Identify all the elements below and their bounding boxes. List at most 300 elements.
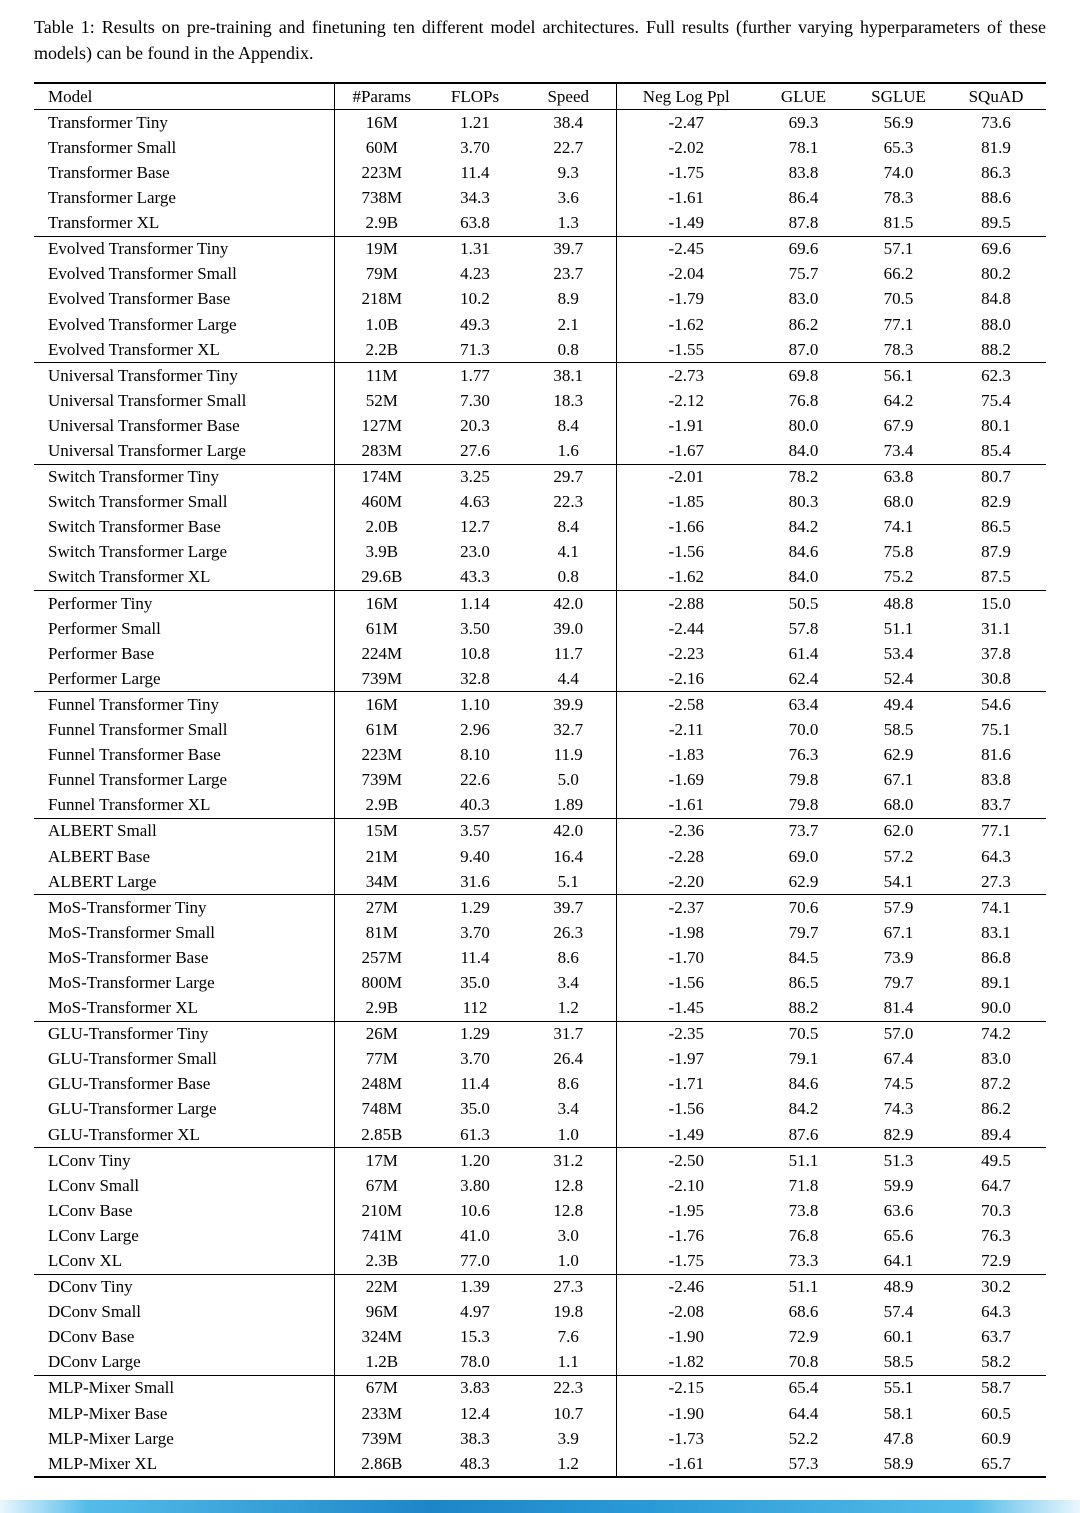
value-cell: 78.0 bbox=[460, 1352, 490, 1372]
table-header bbox=[34, 83, 1046, 110]
value-cell: 67.4 bbox=[883, 1049, 914, 1069]
table-row bbox=[34, 540, 1046, 565]
value-cell: 51.1 bbox=[788, 1150, 819, 1170]
value-cell: 57.9 bbox=[883, 897, 914, 917]
value-cell: 22.7 bbox=[521, 135, 616, 160]
model-name-cell: Funnel Transformer Base bbox=[34, 743, 334, 768]
value-cell: 27M bbox=[365, 897, 398, 917]
model-name-cell: Transformer Base bbox=[34, 160, 334, 185]
value-cell: -1.85 bbox=[668, 492, 704, 512]
value-cell: 79.7 bbox=[883, 972, 914, 992]
model-name-cell: LConv Large bbox=[34, 1223, 334, 1248]
value-cell: 16M bbox=[365, 694, 398, 714]
table-row bbox=[34, 1198, 1046, 1223]
value-cell: 1.2 bbox=[521, 996, 616, 1022]
value-cell: 9.40 bbox=[460, 846, 490, 866]
value-cell: -1.97 bbox=[668, 1049, 704, 1069]
value-cell: 800M bbox=[361, 972, 403, 992]
value-cell: 68.0 bbox=[883, 795, 914, 815]
table-row bbox=[34, 793, 1046, 819]
table-group bbox=[34, 1375, 1046, 1477]
table-row bbox=[34, 1401, 1046, 1426]
model-name-cell: DConv Small bbox=[34, 1300, 334, 1325]
value-cell: 2.9B bbox=[365, 998, 399, 1018]
value-cell: 86.2 bbox=[788, 314, 819, 334]
value-cell: 56.9 bbox=[883, 112, 914, 132]
model-name-cell: Funnel Transformer Large bbox=[34, 768, 334, 793]
value-cell: -2.88 bbox=[668, 593, 704, 613]
value-cell: 78.3 bbox=[883, 188, 914, 208]
value-cell: 22.3 bbox=[521, 490, 616, 515]
model-name-cell: Evolved Transformer Tiny bbox=[34, 236, 334, 262]
value-cell: 1.0 bbox=[521, 1122, 616, 1148]
value-cell: 65.6 bbox=[883, 1225, 914, 1245]
value-cell: 1.2B bbox=[365, 1352, 399, 1372]
model-name-cell: ALBERT Base bbox=[34, 844, 334, 869]
value-cell: 86.2 bbox=[981, 1099, 1011, 1119]
value-cell: 283M bbox=[361, 441, 403, 460]
table-row bbox=[34, 388, 1046, 413]
table-row bbox=[34, 869, 1046, 895]
value-cell: 75.7 bbox=[788, 264, 819, 284]
value-cell: 12.7 bbox=[460, 517, 490, 537]
value-cell: 61.4 bbox=[788, 643, 819, 663]
value-cell: 739M bbox=[361, 770, 403, 790]
value-cell: 4.23 bbox=[460, 264, 490, 284]
value-cell: -2.15 bbox=[668, 1378, 704, 1398]
value-cell: 15.3 bbox=[460, 1327, 490, 1347]
value-cell: 78.1 bbox=[788, 137, 819, 157]
value-cell: 3.70 bbox=[460, 1049, 490, 1069]
value-cell: 2.86B bbox=[361, 1453, 403, 1473]
model-name-cell: DConv Large bbox=[34, 1350, 334, 1376]
value-cell: 1.29 bbox=[460, 1024, 490, 1044]
value-cell: 32.7 bbox=[521, 718, 616, 743]
value-cell: 61.3 bbox=[460, 1124, 490, 1144]
value-cell: 63.8 bbox=[883, 467, 914, 487]
value-cell: 84.6 bbox=[788, 1074, 819, 1094]
value-cell: 460M bbox=[361, 492, 403, 512]
value-cell: 39.7 bbox=[521, 236, 616, 262]
value-cell: 70.5 bbox=[788, 1024, 819, 1044]
header-cell-neg-log-ppl: Neg Log Ppl bbox=[642, 86, 730, 106]
value-cell: 70.0 bbox=[788, 720, 819, 740]
value-cell: 79.8 bbox=[788, 795, 819, 815]
value-cell: 1.89 bbox=[521, 793, 616, 819]
value-cell: -2.73 bbox=[668, 365, 704, 385]
value-cell: 34.3 bbox=[460, 188, 490, 208]
value-cell: 3.70 bbox=[460, 137, 490, 157]
value-cell: 3.9 bbox=[521, 1426, 616, 1451]
table-row bbox=[34, 1173, 1046, 1198]
model-name-cell: GLU-Transformer Small bbox=[34, 1047, 334, 1072]
value-cell: 738M bbox=[361, 188, 403, 208]
value-cell: 60M bbox=[365, 137, 398, 157]
value-cell: -1.49 bbox=[668, 213, 704, 233]
table-row bbox=[34, 490, 1046, 515]
value-cell: 15M bbox=[365, 821, 398, 841]
value-cell: 49.5 bbox=[981, 1150, 1011, 1170]
header-row bbox=[34, 83, 1046, 110]
value-cell: 1.20 bbox=[460, 1150, 490, 1170]
model-name-cell: ALBERT Small bbox=[34, 818, 334, 844]
value-cell: -1.76 bbox=[668, 1225, 704, 1245]
value-cell: 16M bbox=[365, 593, 398, 613]
value-cell: 72.9 bbox=[788, 1327, 819, 1347]
value-cell: 83.8 bbox=[981, 770, 1011, 790]
value-cell: 87.8 bbox=[788, 213, 819, 233]
value-cell: 30.8 bbox=[981, 668, 1011, 688]
value-cell: 1.21 bbox=[460, 112, 490, 132]
value-cell: 4.97 bbox=[460, 1302, 490, 1322]
value-cell: 2.0B bbox=[365, 517, 399, 537]
header-cell-glue: GLUE bbox=[780, 86, 827, 106]
value-cell: -1.66 bbox=[668, 517, 704, 537]
model-name-cell: GLU-Transformer Base bbox=[34, 1072, 334, 1097]
model-name-cell: Performer Tiny bbox=[34, 591, 334, 617]
value-cell: 748M bbox=[361, 1099, 403, 1119]
table-group bbox=[34, 1148, 1046, 1274]
value-cell: 64.1 bbox=[883, 1251, 914, 1270]
value-cell: -1.79 bbox=[668, 289, 704, 309]
value-cell: 31.2 bbox=[521, 1148, 616, 1174]
model-name-cell: Transformer Small bbox=[34, 135, 334, 160]
value-cell: 58.2 bbox=[981, 1352, 1011, 1372]
value-cell: 5.1 bbox=[521, 869, 616, 895]
value-cell: -2.46 bbox=[668, 1277, 704, 1297]
header-cell-params: #Params bbox=[352, 86, 412, 106]
value-cell: 74.3 bbox=[883, 1099, 914, 1119]
value-cell: 38.3 bbox=[460, 1428, 490, 1448]
table-row bbox=[34, 1148, 1046, 1174]
value-cell: 1.0 bbox=[521, 1249, 616, 1275]
value-cell: -1.56 bbox=[668, 1099, 704, 1119]
value-cell: 55.1 bbox=[883, 1378, 914, 1398]
value-cell: 3.0 bbox=[521, 1223, 616, 1248]
value-cell: 27.3 bbox=[521, 1274, 616, 1300]
value-cell: -2.11 bbox=[668, 720, 704, 740]
header-cell-speed: Speed bbox=[521, 83, 616, 110]
value-cell: -1.56 bbox=[668, 542, 704, 562]
value-cell: 3.70 bbox=[460, 922, 490, 942]
value-cell: 15.0 bbox=[981, 593, 1011, 613]
value-cell: 87.9 bbox=[981, 542, 1011, 562]
table-row bbox=[34, 895, 1046, 921]
value-cell: 88.6 bbox=[981, 188, 1011, 208]
value-cell: 2.9B bbox=[365, 795, 399, 815]
table-row bbox=[34, 718, 1046, 743]
table-row bbox=[34, 1325, 1046, 1350]
value-cell: 69.8 bbox=[788, 365, 819, 385]
model-name-cell: GLU-Transformer XL bbox=[34, 1122, 334, 1148]
table-row bbox=[34, 1274, 1046, 1300]
value-cell: -1.67 bbox=[668, 441, 704, 460]
value-cell: 10.6 bbox=[460, 1200, 490, 1220]
value-cell: 10.2 bbox=[460, 289, 490, 309]
value-cell: 86.5 bbox=[788, 972, 819, 992]
value-cell: 73.3 bbox=[788, 1251, 819, 1270]
value-cell: 57.8 bbox=[788, 618, 819, 638]
value-cell: -2.16 bbox=[668, 668, 704, 688]
value-cell: -2.37 bbox=[668, 897, 704, 917]
value-cell: 60.9 bbox=[981, 1428, 1011, 1448]
table-row bbox=[34, 818, 1046, 844]
value-cell: 37.8 bbox=[981, 643, 1011, 663]
value-cell: 19.8 bbox=[521, 1300, 616, 1325]
table-row bbox=[34, 262, 1046, 287]
value-cell: -2.01 bbox=[668, 467, 704, 487]
value-cell: 58.5 bbox=[883, 1352, 914, 1372]
value-cell: 75.8 bbox=[883, 542, 914, 562]
value-cell: 11.4 bbox=[460, 162, 490, 182]
value-cell: 8.6 bbox=[521, 1072, 616, 1097]
value-cell: 84.2 bbox=[788, 1099, 819, 1119]
value-cell: 7.6 bbox=[521, 1325, 616, 1350]
value-cell: 12.8 bbox=[521, 1173, 616, 1198]
model-name-cell: Universal Transformer Small bbox=[34, 388, 334, 413]
model-name-cell: MLP-Mixer Large bbox=[34, 1426, 334, 1451]
value-cell: 85.4 bbox=[981, 441, 1011, 460]
value-cell: 29.7 bbox=[521, 464, 616, 490]
table-row bbox=[34, 565, 1046, 591]
value-cell: 70.5 bbox=[883, 289, 914, 309]
value-cell: 31.7 bbox=[521, 1021, 616, 1047]
value-cell: 3.83 bbox=[460, 1378, 490, 1398]
value-cell: 8.9 bbox=[521, 287, 616, 312]
value-cell: 1.2 bbox=[521, 1451, 616, 1477]
value-cell: -1.75 bbox=[668, 1251, 704, 1270]
table-row bbox=[34, 945, 1046, 970]
value-cell: 23.0 bbox=[460, 542, 490, 562]
value-cell: 61M bbox=[365, 720, 398, 740]
value-cell: 62.9 bbox=[883, 745, 914, 765]
model-name-cell: MLP-Mixer Base bbox=[34, 1401, 334, 1426]
value-cell: 86.3 bbox=[981, 162, 1011, 182]
table-row bbox=[34, 110, 1046, 136]
value-cell: 39.7 bbox=[521, 895, 616, 921]
table-row bbox=[34, 1021, 1046, 1047]
value-cell: -1.83 bbox=[668, 745, 704, 765]
table-row bbox=[34, 337, 1046, 363]
value-cell: -2.02 bbox=[668, 137, 704, 157]
value-cell: 81.5 bbox=[883, 213, 914, 233]
value-cell: 43.3 bbox=[460, 567, 490, 587]
model-name-cell: Switch Transformer Base bbox=[34, 515, 334, 540]
value-cell: -1.82 bbox=[668, 1352, 704, 1372]
value-cell: 75.1 bbox=[981, 720, 1011, 740]
value-cell: -1.49 bbox=[668, 1124, 704, 1144]
value-cell: 75.2 bbox=[883, 567, 914, 587]
value-cell: 1.29 bbox=[460, 897, 490, 917]
value-cell: 49.4 bbox=[883, 694, 914, 714]
model-name-cell: MoS-Transformer XL bbox=[34, 996, 334, 1022]
value-cell: 20.3 bbox=[460, 415, 490, 435]
value-cell: 248M bbox=[361, 1074, 403, 1094]
value-cell: 27.6 bbox=[460, 441, 490, 460]
value-cell: -1.69 bbox=[668, 770, 704, 790]
value-cell: 84.8 bbox=[981, 289, 1011, 309]
value-cell: 76.3 bbox=[981, 1225, 1011, 1245]
value-cell: 87.2 bbox=[981, 1074, 1011, 1094]
table-row bbox=[34, 1350, 1046, 1376]
value-cell: 80.7 bbox=[981, 467, 1011, 487]
value-cell: 87.0 bbox=[788, 339, 819, 359]
value-cell: -2.36 bbox=[668, 821, 704, 841]
model-name-cell: Transformer Tiny bbox=[34, 110, 334, 136]
value-cell: 22M bbox=[365, 1277, 398, 1297]
value-cell: 3.4 bbox=[521, 1097, 616, 1122]
value-cell: -1.90 bbox=[668, 1403, 704, 1423]
value-cell: 66.2 bbox=[883, 264, 914, 284]
value-cell: 1.31 bbox=[460, 239, 490, 259]
value-cell: 83.1 bbox=[981, 922, 1011, 942]
value-cell: 56.1 bbox=[883, 365, 914, 385]
table-row bbox=[34, 515, 1046, 540]
value-cell: -2.44 bbox=[668, 618, 704, 638]
value-cell: 78.3 bbox=[883, 339, 914, 359]
value-cell: 127M bbox=[361, 415, 403, 435]
value-cell: 83.0 bbox=[981, 1049, 1011, 1069]
value-cell: 51.1 bbox=[788, 1277, 819, 1297]
value-cell: 64.7 bbox=[981, 1175, 1011, 1195]
value-cell: 21M bbox=[365, 846, 398, 866]
value-cell: 86.4 bbox=[788, 188, 819, 208]
value-cell: 17M bbox=[365, 1150, 398, 1170]
model-name-cell: LConv Small bbox=[34, 1173, 334, 1198]
value-cell: -1.70 bbox=[668, 947, 704, 967]
value-cell: 49.3 bbox=[460, 314, 490, 334]
value-cell: 77.1 bbox=[883, 314, 914, 334]
value-cell: -2.50 bbox=[668, 1150, 704, 1170]
value-cell: 174M bbox=[361, 467, 403, 487]
value-cell: 54.6 bbox=[981, 694, 1011, 714]
value-cell: 70.3 bbox=[981, 1200, 1011, 1220]
value-cell: 1.0B bbox=[365, 314, 399, 334]
value-cell: 4.4 bbox=[521, 666, 616, 692]
model-name-cell: Switch Transformer XL bbox=[34, 565, 334, 591]
value-cell: 63.6 bbox=[883, 1200, 914, 1220]
value-cell: 65.7 bbox=[981, 1453, 1011, 1473]
value-cell: 73.6 bbox=[981, 112, 1011, 132]
table-row bbox=[34, 186, 1046, 211]
value-cell: 3.4 bbox=[521, 970, 616, 995]
value-cell: 74.1 bbox=[883, 517, 914, 537]
value-cell: 27.3 bbox=[981, 871, 1011, 891]
table-row bbox=[34, 1122, 1046, 1148]
value-cell: 74.2 bbox=[981, 1024, 1011, 1044]
value-cell: -1.61 bbox=[668, 795, 704, 815]
value-cell: 57.0 bbox=[883, 1024, 914, 1044]
value-cell: 1.14 bbox=[460, 593, 490, 613]
table-group bbox=[34, 1021, 1046, 1147]
bottom-gradient-bar bbox=[0, 1500, 1080, 1513]
value-cell: 4.1 bbox=[521, 540, 616, 565]
value-cell: 26M bbox=[365, 1024, 398, 1044]
value-cell: 60.5 bbox=[981, 1403, 1011, 1423]
model-name-cell: Performer Base bbox=[34, 641, 334, 666]
value-cell: 35.0 bbox=[460, 972, 490, 992]
value-cell: 67.1 bbox=[883, 770, 914, 790]
value-cell: 32.8 bbox=[460, 668, 490, 688]
value-cell: 52.2 bbox=[788, 1428, 819, 1448]
value-cell: 62.0 bbox=[883, 821, 914, 841]
value-cell: 31.6 bbox=[460, 871, 490, 891]
table-row bbox=[34, 666, 1046, 692]
value-cell: 90.0 bbox=[981, 998, 1011, 1018]
model-name-cell: MLP-Mixer XL bbox=[34, 1451, 334, 1477]
value-cell: -1.95 bbox=[668, 1200, 704, 1220]
value-cell: -1.61 bbox=[668, 188, 704, 208]
value-cell: 1.3 bbox=[521, 211, 616, 237]
value-cell: 72.9 bbox=[981, 1251, 1011, 1270]
value-cell: 2.9B bbox=[365, 213, 399, 233]
value-cell: 86.8 bbox=[981, 947, 1011, 967]
header-cell-squad: SQuAD bbox=[968, 86, 1024, 106]
model-name-cell: Transformer XL bbox=[34, 211, 334, 237]
value-cell: 58.9 bbox=[883, 1453, 914, 1473]
value-cell: 69.0 bbox=[788, 846, 819, 866]
model-name-cell: MLP-Mixer Small bbox=[34, 1375, 334, 1401]
value-cell: 84.0 bbox=[788, 441, 819, 460]
table-row bbox=[34, 591, 1046, 617]
value-cell: -1.73 bbox=[668, 1428, 704, 1448]
value-cell: 112 bbox=[462, 998, 488, 1018]
value-cell: 62.3 bbox=[981, 365, 1011, 385]
table-row bbox=[34, 1223, 1046, 1248]
model-name-cell: Performer Large bbox=[34, 666, 334, 692]
value-cell: 739M bbox=[361, 668, 403, 688]
value-cell: 52.4 bbox=[883, 668, 914, 688]
value-cell: 8.4 bbox=[521, 515, 616, 540]
table-row bbox=[34, 996, 1046, 1022]
value-cell: 64.4 bbox=[788, 1403, 819, 1423]
value-cell: 30.2 bbox=[981, 1277, 1011, 1297]
value-cell: 11M bbox=[366, 365, 398, 385]
value-cell: 73.7 bbox=[788, 821, 819, 841]
value-cell: 39.0 bbox=[521, 616, 616, 641]
value-cell: 8.6 bbox=[521, 945, 616, 970]
value-cell: 2.85B bbox=[361, 1124, 403, 1144]
value-cell: 324M bbox=[361, 1327, 403, 1347]
value-cell: 257M bbox=[361, 947, 403, 967]
value-cell: 22.3 bbox=[521, 1375, 616, 1401]
value-cell: 42.0 bbox=[521, 818, 616, 844]
model-name-cell: Evolved Transformer Small bbox=[34, 262, 334, 287]
table-caption: Table 1: Results on pre-training and finetuning ten different model architectures. Full results (further varying hyperparameters of these models) can be found in the Appendix. bbox=[34, 17, 1046, 64]
value-cell: 233M bbox=[361, 1403, 403, 1423]
value-cell: 83.8 bbox=[788, 162, 819, 182]
value-cell: 16.4 bbox=[521, 844, 616, 869]
value-cell: 64.2 bbox=[883, 390, 914, 410]
value-cell: 23.7 bbox=[521, 262, 616, 287]
value-cell: 64.3 bbox=[981, 1302, 1011, 1322]
value-cell: -1.56 bbox=[668, 972, 704, 992]
header-cell-model: Model bbox=[34, 83, 334, 110]
value-cell: -1.71 bbox=[668, 1074, 704, 1094]
value-cell: 83.7 bbox=[981, 795, 1011, 815]
value-cell: -2.28 bbox=[668, 846, 704, 866]
value-cell: 739M bbox=[361, 1428, 403, 1448]
value-cell: 7.30 bbox=[460, 390, 490, 410]
value-cell: 12.8 bbox=[521, 1198, 616, 1223]
table-row bbox=[34, 312, 1046, 337]
value-cell: 60.1 bbox=[883, 1327, 914, 1347]
value-cell: 84.2 bbox=[788, 517, 819, 537]
value-cell: 22.6 bbox=[460, 770, 490, 790]
value-cell: 58.1 bbox=[883, 1403, 914, 1423]
value-cell: 71.3 bbox=[460, 339, 490, 359]
value-cell: 96M bbox=[365, 1302, 398, 1322]
